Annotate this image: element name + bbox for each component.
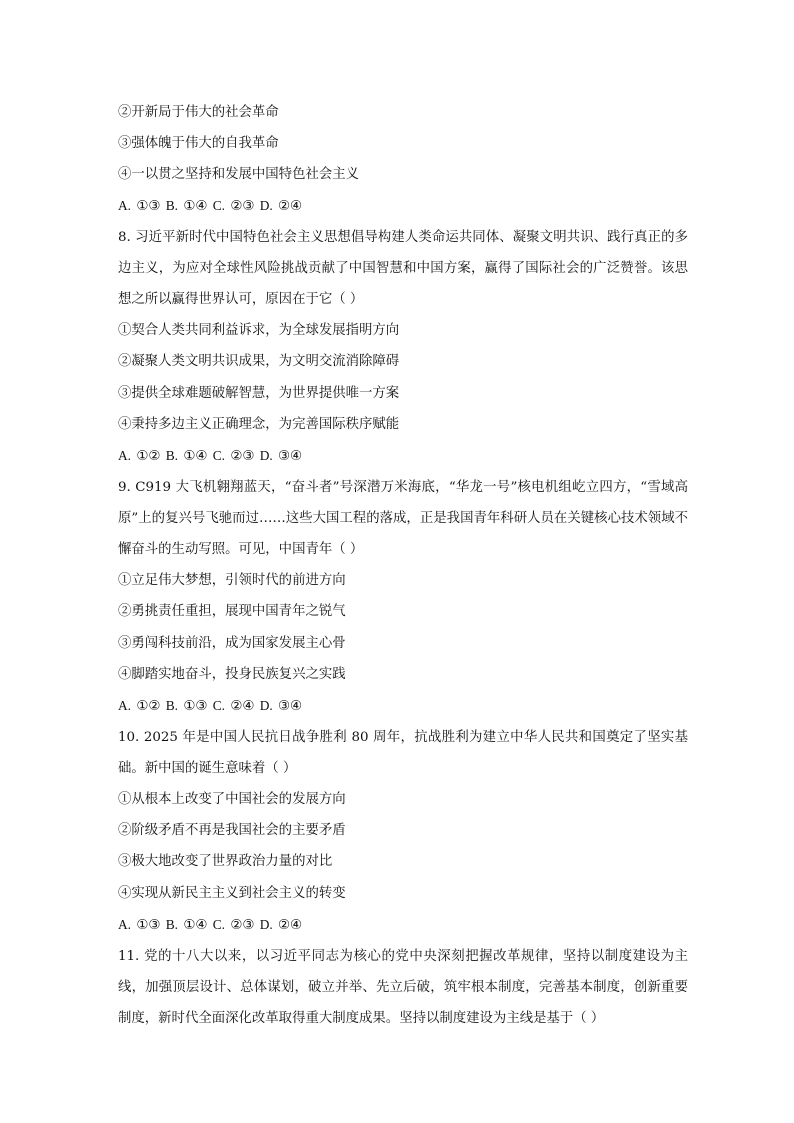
q7-statement-3: ③强体魄于伟大的自我革命 [118,136,279,151]
q9-statement-4: ④脚踏实地奋斗，投身民族复兴之实践 [118,667,346,682]
q10-statement-3: ③极大地改变了世界政治力量的对比 [118,854,333,869]
q8-statement-3: ③提供全球难题破解智慧，为世界提供唯一方案 [118,386,400,401]
q10-statement-2: ②阶级矛盾不再是我国社会的主要矛盾 [118,823,346,838]
q7-options: A. ①③ B. ①④ C. ②③ D. ②④ [118,198,303,213]
q10-stem: 10. 2025 年是中国人民抗日战争胜利 80 周年，抗战胜利为建立中华人民共和国奠定了坚实基础。新中国的诞生意味着（ ） [118,730,688,776]
q9-statement-3: ③勇闯科技前沿，成为国家发展主心骨 [118,636,346,651]
q8-stem: 8. 习近平新时代中国特色社会主义思想倡导构建人类命运共同体、凝聚文明共识、践行真正的多边主义，为应对全球性风险挑战贡献了中国智慧和中国方案，赢得了国际社会的广泛赞誉。该思想之所以赢得世界认可，原因在于它（ ） [118,230,688,307]
q10-options: A. ①③ B. ①④ C. ②③ D. ②④ [118,917,303,932]
q9-statement-1: ①立足伟大梦想，引领时代的前进方向 [118,573,346,588]
q8-statement-1: ①契合人类共同利益诉求，为全球发展指明方向 [118,323,400,338]
q11-stem: 11. 党的十八大以来，以习近平同志为核心的党中央深刻把握改革规律，坚持以制度建设为主线，加强顶层设计、总体谋划，破立并举、先立后破，筑牢根本制度，完善基本制度，创新重要制度，新时代全面深化改革取得重大制度成果。坚持以制度建设为主线是基于（ ） [118,949,688,1026]
q7-statement-4: ④一以贯之坚持和发展中国特色社会主义 [118,167,360,182]
q9-options: A. ①② B. ①③ C. ②④ D. ③④ [118,698,303,713]
q10-statement-1: ①从根本上改变了中国社会的发展方向 [118,792,346,807]
q7-statement-2: ②开新局于伟大的社会革命 [118,105,279,120]
q10-statement-4: ④实现从新民主主义到社会主义的转变 [118,886,346,901]
q8-options: A. ①② B. ①④ C. ②③ D. ③④ [118,448,303,463]
q9-statement-2: ②勇挑责任重担，展现中国青年之锐气 [118,604,346,619]
q9-stem: 9. C919 大飞机翱翔蓝天，“奋斗者”号深潜万米海底，“华龙一号”核电机组屹立四方，“雪域高原”上的复兴号飞驰而过……这些大国工程的落成，正是我国青年科研人员在关键核心技术领域不懈奋斗的生动写照。可见，中国青年（ ） [118,480,688,557]
q8-statement-2: ②凝聚人类文明共识成果，为文明交流消除障碍 [118,354,400,369]
q8-statement-4: ④秉持多边主义正确理念，为完善国际秩序赋能 [118,417,400,432]
